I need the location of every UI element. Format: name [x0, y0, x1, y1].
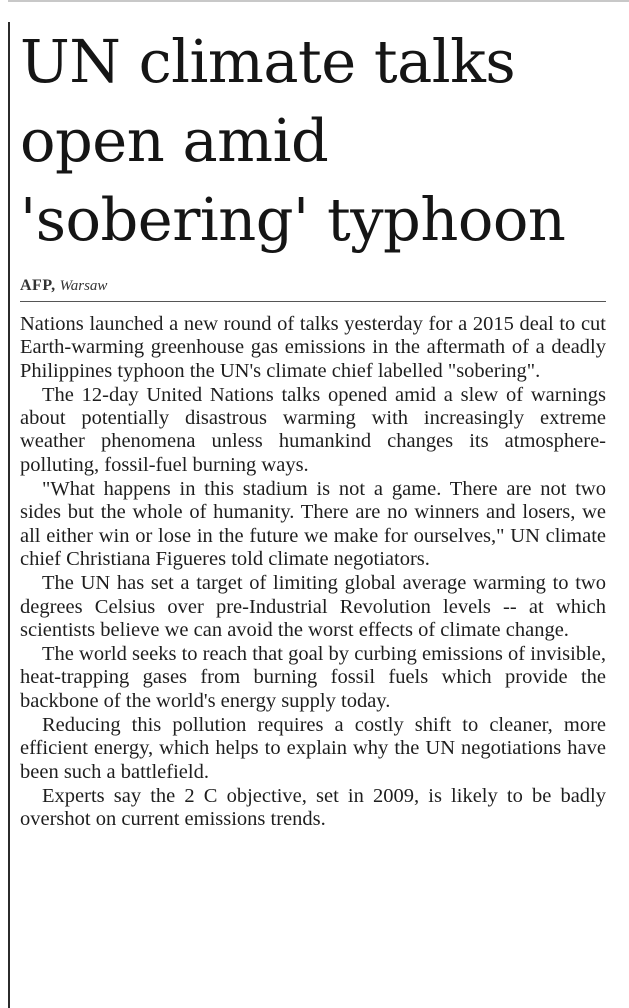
paragraph-3: "What happens in this stadium is not a game. There are not two sides but the whole of humanity. There are no winners and losers, we all either win or lose in the future we make for ourselves," UN climate chief Christiana Figueres told climate negotiators. — [20, 478, 606, 570]
paragraph-7: Experts say the 2 C objective, set in 2009, is likely to be badly overshot on current emissions trends. — [20, 784, 606, 831]
article-body — [20, 313, 606, 832]
byline-divider — [20, 301, 606, 302]
headline: UN climate talks open amid 'sobering' typhoon — [20, 27, 566, 254]
left-column-rule — [8, 22, 10, 1008]
paragraph-6: Reducing this pollution requires a costly shift to cleaner, more efficient energy, which helps to explain why the UN negotiations have been such a battlefield. — [20, 714, 606, 783]
byline-agency: AFP, — [20, 277, 56, 294]
byline-location: Warsaw — [59, 278, 108, 294]
top-border — [8, 0, 629, 2]
article — [20, 22, 608, 833]
paragraph-1: Nations launched a new round of talks yesterday for a 2015 deal to cut Earth-warming greenhouse gas emissions in the aftermath of a deadly Philippines typhoon the UN's climate chief labelled "sobering". — [20, 313, 606, 382]
paragraph-5: The world seeks to reach that goal by curbing emissions of invisible, heat-trapping gases from burning fossil fuels which provide the backbone of the world's energy supply today. — [20, 643, 606, 712]
byline — [20, 277, 608, 295]
paragraph-2: The 12-day United Nations talks opened amid a slew of warnings about potentially disastrous warming with increasingly extreme weather phenomena unless humankind changes its atmosphere-polluting, fossil-fuel burning ways. — [20, 383, 606, 476]
paragraph-4: The UN has set a target of limiting global average warming to two degrees Celsius over pre-Industrial Revolution levels -- at which scientists believe we can avoid the worst effects of climate change. — [20, 572, 606, 641]
